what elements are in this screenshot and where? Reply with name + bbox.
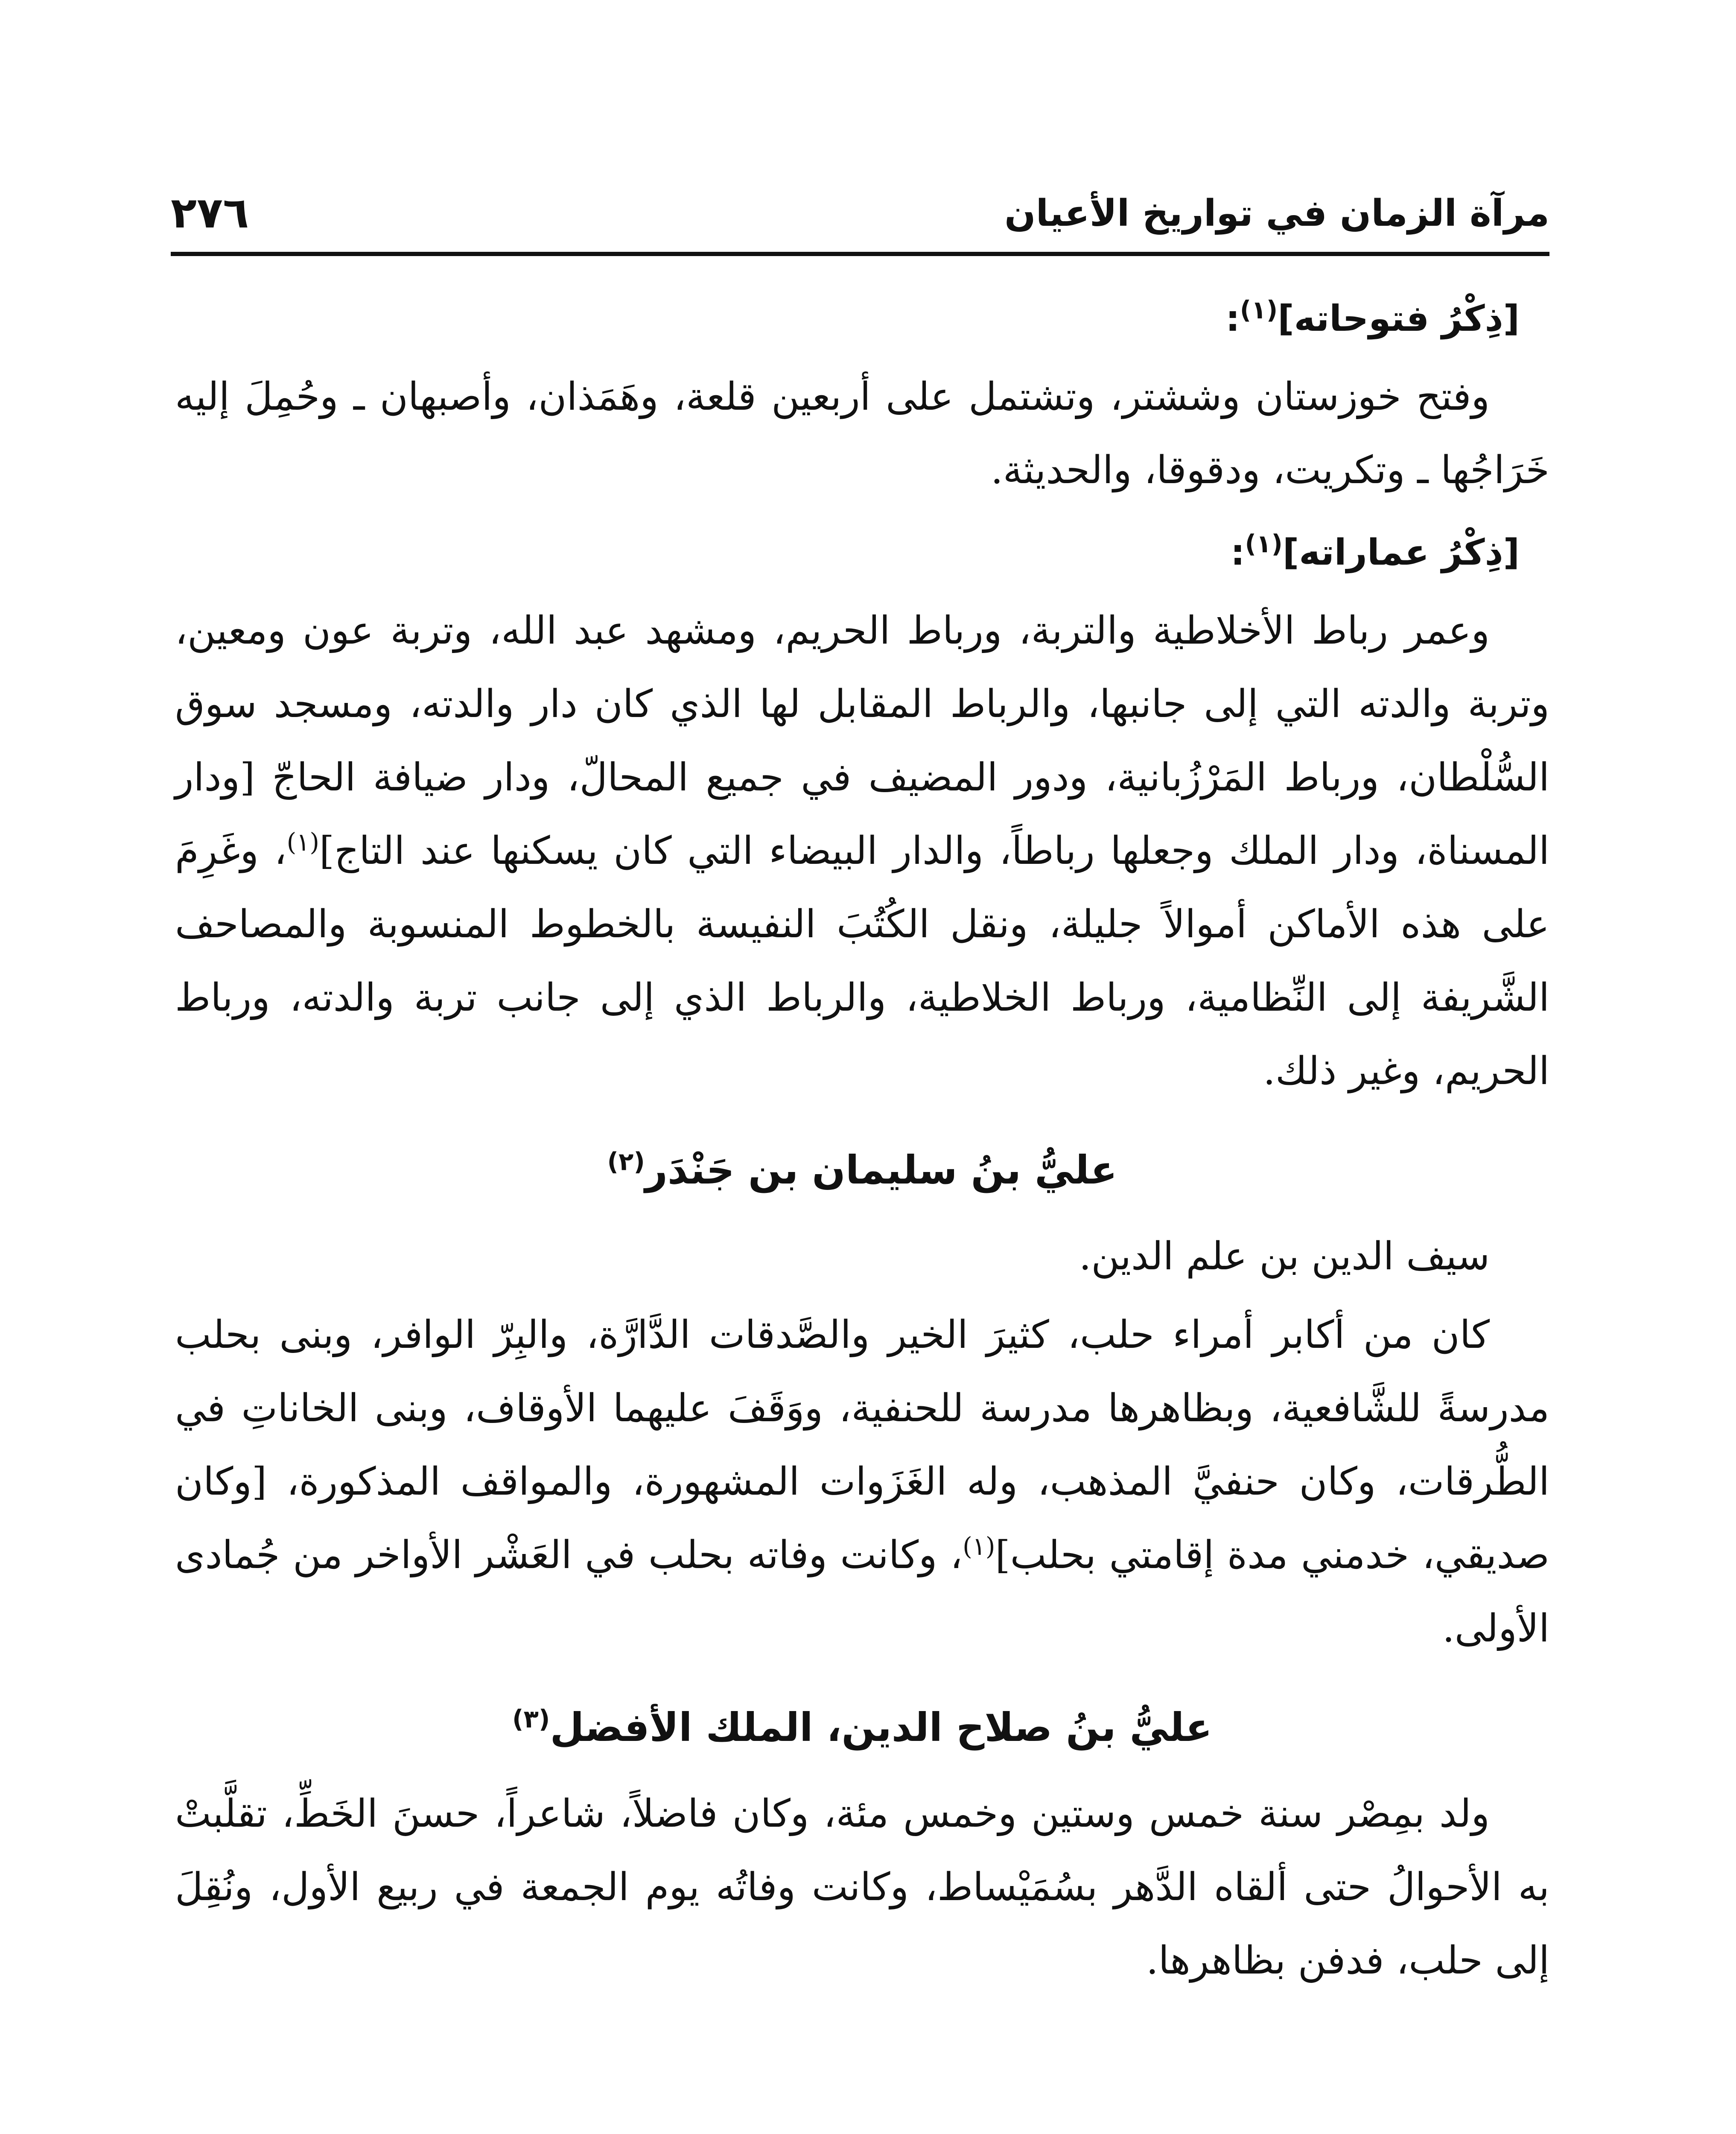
footnote-ref: (٣) xyxy=(512,1704,550,1734)
buildings-paragraph: وعمر رباط الأخلاطية والتربة، ورباط الحريم، ومشهد عبد الله، وتربة عون ومعين، وتربة والدته التي إلى جانبها، والرباط المقابل لها الذي كان دار والدته، ومسجد سوق السُّلْطان، ورباط المَرْزُبانية، ودور المضيف في جميع المحالّ، ودار ضيافة الحاجّ [ودار المسناة، ودار الملك وجعلها رباطاً، والدار البيضاء التي كان يسكنها عند التاج]$^{(١)}$، وغَرِمَ على هذه الأماكن أموالاً جليلة، ونقل الكُتُبَ النفيسة بالخطوط المنسوبة والمصاحف الشَّريفة إلى النِّظامية، ورباط الخلاطية، والرباط الذي إلى جانب تربة والدته، ورباط الحريم، وغير ذلك. xyxy=(175,608,1549,1093)
running-header xyxy=(171,188,1549,252)
entry-heading-ali-ibn-salah-al-din: عليُّ بنُ صلاح الدين، الملك الأفضل$^{(٣)}$ xyxy=(512,1704,1212,1750)
section-heading-conquests: [ذِكْرُ فتوحاته]$^{(١)}$: xyxy=(1225,295,1520,339)
entry-heading-ali-ibn-sulayman: عليُّ بنُ سليمان بن جَنْدَر$^{(٢)}$ xyxy=(607,1147,1117,1193)
footnote-ref: (١) xyxy=(1240,295,1278,324)
main-text xyxy=(175,273,1549,1997)
footnote-ref: (١) xyxy=(286,828,319,857)
entry-paragraph: ولد بمِصْر سنة خمس وستين وخمس مئة، وكان فاضلاً، شاعراً، حسنَ الخَطِّ، تقلَّبتْ به الأحوالُ حتى ألقاه الدَّهر بسُمَيْساط، وكانت وفاتُه يوم الجمعة في ربيع الأول، ونُقِلَ إلى حلب، فدفن بظاهرها. xyxy=(175,1791,1549,1983)
entry-paragraph: كان من أكابر أمراء حلب، كثيرَ الخير والصَّدقات الدَّارَّة، والبِرّ الوافر، وبنى بحلب مدرسةً للشَّافعية، وبظاهرها مدرسة للحنفية، ووَقَفَ عليهما الأوقاف، وبنى الخاناتِ في الطُّرقات، وكان حنفيَّ المذهب، وله الغَزَوات المشهورة، والمواقف المذكورة، [وكان صديقي، خدمني مدة إقامتي بحلب]$^{(١)}$، وكانت وفاته بحلب في العَشْر الأواخر من جُمادى الأولى. xyxy=(175,1312,1550,1651)
conquests-paragraph: وفتح خوزستان وششتر، وتشتمل على أربعين قلعة، وهَمَذان، وأصبهان ـ وحُمِلَ إليه خَرَاجُها ـ وتكريت، ودقوقا، والحديثة. xyxy=(175,374,1549,493)
footnote-ref: (١) xyxy=(1245,529,1283,558)
page-number: ٢٧٦ xyxy=(171,188,249,238)
entry-subtitle: سيف الدين بن علم الدين. xyxy=(1079,1234,1490,1279)
book-title: مرآة الزمان في تواريخ الأعيان xyxy=(1004,192,1549,235)
section-heading-buildings: [ذِكْرُ عماراته]$^{(١)}$: xyxy=(1230,529,1520,573)
header-rule xyxy=(171,252,1549,256)
footnote-ref: (١) xyxy=(963,1532,995,1561)
footnote-ref: (٢) xyxy=(607,1147,645,1176)
